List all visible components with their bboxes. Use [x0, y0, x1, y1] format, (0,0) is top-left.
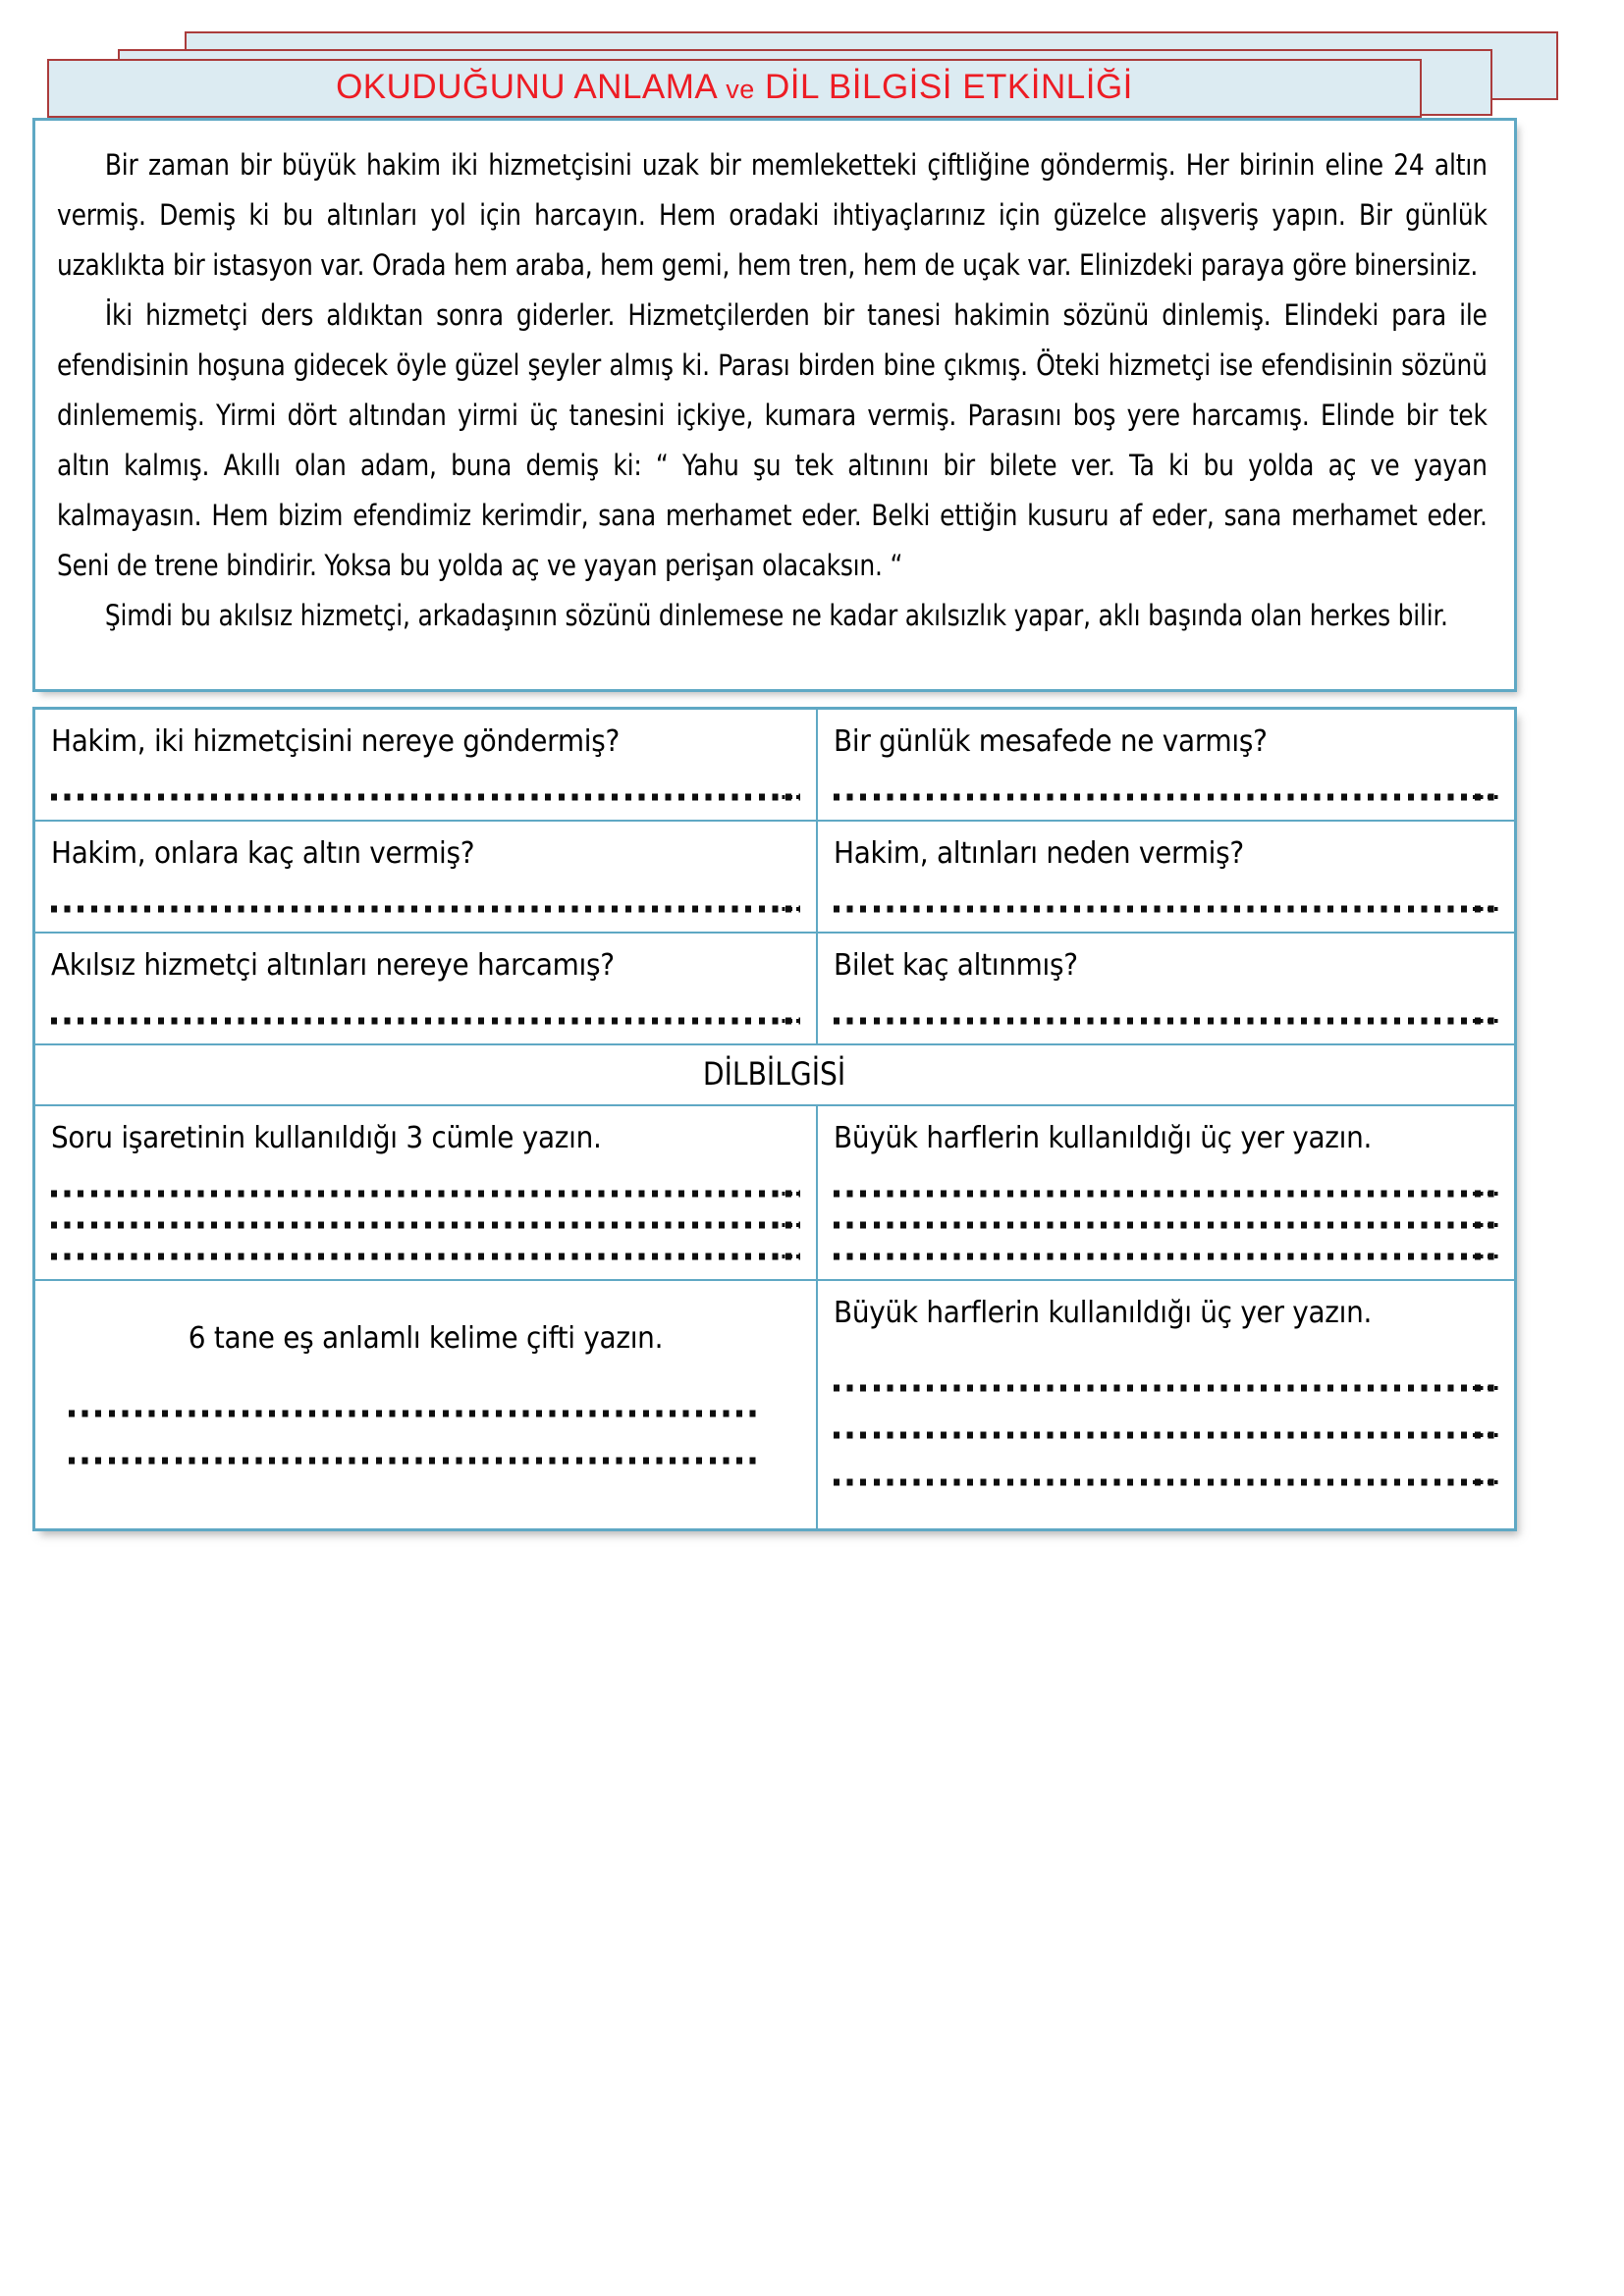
reading-passage-box: [32, 118, 1517, 692]
passage-paragraph-1: Bir zaman bir büyük hakim iki hizmetçisini uzak bir memleketteki çiftliğine göndermiş. Her birinin eline 24 altın vermiş. Demiş ki bu altınları yol için harcayın. Hem oradaki ihtiyaçlarınız için güzelce alışveriş yapın. Bir günlük uzaklıkta bir istasyon var. Orada hem araba, hem gemi, hem tren, hem de uçak var. Elinizdeki paraya göre binersiniz.: [57, 148, 1488, 282]
answer-line[interactable]: [69, 1450, 759, 1471]
answer-line[interactable]: [51, 1214, 800, 1236]
question-cell-4: [818, 822, 1514, 932]
question-text: 6 tane eş anlamlı kelime çifti yazın.: [188, 1321, 664, 1356]
answer-line[interactable]: [834, 1424, 1498, 1446]
section-title: DİLBİLGİSİ: [703, 1055, 846, 1093]
table-row: [35, 1045, 1514, 1106]
question-text: Soru işaretinin kullanıldığı 3 cümle yazın.: [51, 1121, 602, 1155]
grammar-cell-3: [35, 1281, 818, 1528]
question-cell-2: [818, 710, 1514, 820]
answer-line[interactable]: [834, 1183, 1498, 1204]
question-text: Bir günlük mesafede ne varmış?: [834, 724, 1268, 759]
answer-line[interactable]: [51, 1010, 800, 1032]
question-text: Hakim, altınları neden vermiş?: [834, 836, 1244, 871]
answer-line[interactable]: [834, 898, 1498, 920]
question-text: Hakim, iki hizmetçisini nereye göndermiş?: [51, 724, 621, 759]
answer-line[interactable]: [51, 1183, 800, 1204]
table-row: [35, 1106, 1514, 1281]
question-cell-5: [35, 934, 818, 1043]
worksheet-title-part2: DİL BİLGİSİ ETKİNLİĞİ: [765, 68, 1133, 106]
answer-line[interactable]: [834, 1377, 1498, 1399]
table-row: [35, 934, 1514, 1045]
answer-line[interactable]: [51, 898, 800, 920]
table-row: [35, 1281, 1514, 1528]
question-cell-6: [818, 934, 1514, 1043]
answer-line[interactable]: [834, 1010, 1498, 1032]
question-text: Büyük harflerin kullanıldığı üç yer yazın.: [834, 1296, 1373, 1330]
question-cell-3: [35, 822, 818, 932]
question-text: Büyük harflerin kullanıldığı üç yer yazın.: [834, 1121, 1373, 1155]
worksheet-title: [336, 68, 1133, 107]
reading-passage-text: [57, 140, 1488, 641]
worksheet-title-conjunction: [718, 75, 726, 104]
answer-line[interactable]: [834, 1214, 1498, 1236]
answer-line[interactable]: [51, 786, 800, 808]
question-text: Hakim, onlara kaç altın vermiş?: [51, 836, 475, 871]
worksheet-title-ve: ve: [726, 75, 755, 104]
answer-line[interactable]: [51, 1246, 800, 1267]
table-row: [35, 710, 1514, 822]
worksheet-title-gap: [755, 68, 765, 106]
answer-line[interactable]: [69, 1403, 759, 1424]
grammar-cell-2: [818, 1106, 1514, 1279]
passage-paragraph-2: İki hizmetçi ders aldıktan sonra giderler. Hizmetçilerden bir tanesi hakimin sözünü dinlemiş. Elindeki para ile efendisinin hoşuna gidecek öyle güzel şeyler almış ki. Parası birden bine çıkmış. Öteki hizmetçi ise efendisinin sözünü dinlememiş. Yirmi dört altından yirmi üç tanesini içkiye, kumara vermiş. Parasını boş yere harcamış. Elinde bir tek altın kalmış. Akıllı olan adam, buna demiş ki: “ Yahu şu tek altınını bir bilete ver. Ta ki bu yolda aç ve yayan kalmayasın. Hem bizim efendimiz kerimdir, sana merhamet eder. Belki ettiğin kusuru af eder, sana merhamet eder. Seni de trene bindirir. Yoksa bu yolda aç ve yayan perişan olacaksın. “: [57, 298, 1488, 582]
grammar-section-header: [35, 1045, 1514, 1104]
worksheet-title-part1: OKUDUĞUNU ANLAMA: [336, 68, 719, 106]
answer-line[interactable]: [834, 1471, 1498, 1493]
passage-paragraph-3: Şimdi bu akılsız hizmetçi, arkadaşının sözünü dinlemese ne kadar akılsızlık yapar, aklı başında olan herkes bilir.: [104, 599, 1448, 632]
header-banner: [0, 0, 1624, 118]
table-row: [35, 822, 1514, 934]
answer-line[interactable]: [834, 1246, 1498, 1267]
grammar-cell-4: [818, 1281, 1514, 1528]
question-text: Akılsız hizmetçi altınları nereye harcamış?: [51, 948, 615, 983]
grammar-cell-1: [35, 1106, 818, 1279]
questions-table: [32, 707, 1517, 1531]
question-text: Bilet kaç altınmış?: [834, 948, 1078, 983]
banner-plate-front: [47, 59, 1422, 118]
answer-line[interactable]: [834, 786, 1498, 808]
question-cell-1: [35, 710, 818, 820]
